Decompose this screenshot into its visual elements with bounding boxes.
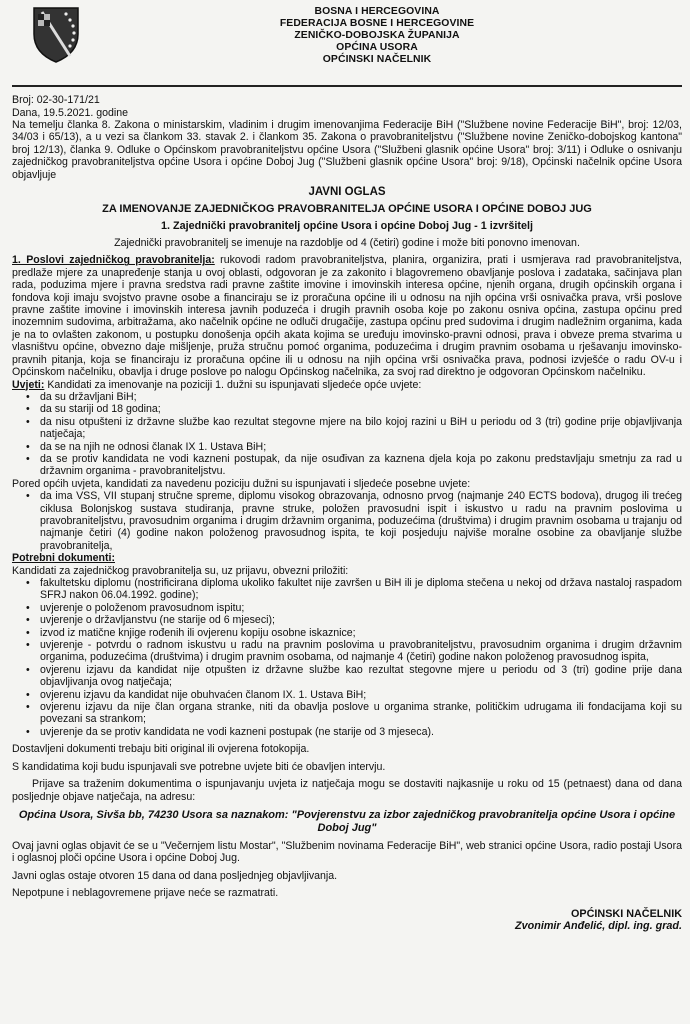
conditions-section [12, 379, 682, 553]
documents-section [12, 552, 682, 738]
documents-label: Potrebni dokumenti: [12, 552, 115, 565]
list-item: • uvjerenje da se protiv kandidata ne vodi kazneni postupak (ne starije od 3 mjeseca). [40, 726, 682, 738]
closing-paragraph: Prijave sa traženim dokumentima o ispunjavanju uvjeta iz natječaja mogu se dostaviti najkasnije u roku od 15 (petnaest) dana od dana posljednje objave natječaja, na adresu: [12, 778, 682, 803]
document-meta [12, 94, 682, 181]
conditions-label: Uvjeti: [12, 378, 45, 391]
list-item: • da su stariji od 18 godina; [40, 403, 682, 415]
header-line: OPĆINA USORA [336, 42, 418, 53]
list-item: • uvjerenje o položenom pravosudnom ispitu; [40, 602, 682, 614]
general-conditions-list [12, 391, 682, 478]
list-item: • ovjerenu izjavu da nije član organa stranke, niti da obavlja poslove u organima stranke, političkim udrugama ili fondacijama koji su povezani sa strankom; [40, 701, 682, 726]
list-item: • da su državljani BiH; [40, 391, 682, 403]
term-paragraph: Zajednički pravobranitelj se imenuje na razdoblje od 4 (četiri) godine i može biti ponovno imenovan. [114, 237, 580, 250]
list-item: • da ima VSS, VII stupanj stručne spreme, diplomu visokog obrazovanja, odnosno prvog (najmanje 240 ECTS bodova), drugog ili trećeg ciklusa Bolonjskog sustava studiranja, pravne struke, položen pravosudni ispit i iskustvo u radu na pravnim poslovima u pravobraniteljstvu, pravosudnim organima i drugim državnim organima, poduzećima (društvima) i drugim pravnim osobama u trajanju od najmanje četiri (4) godine nakon položenog pravosudnog ispita, te koji posjeduju najviše moralne osobine za obavljanje službe pravobranitelja, [40, 490, 682, 552]
closing-paragraph: S kandidatima koji budu ispunjavali sve potrebne uvjete biti će obavljen intervju. [12, 760, 386, 773]
list-item: • da se na njih ne odnosi članak IX 1. Ustava BiH; [40, 441, 682, 453]
list-item: • da nisu otpušteni iz državne službe kao rezultat stegovne mjere na bilo kojoj razini u BiH u periodu od 3 (tri) godine prije objavljivanja natječaja; [40, 416, 682, 441]
special-conditions-list [12, 490, 682, 552]
duties-label: 1. Poslovi zajedničkog pravobranitelja: [12, 254, 215, 267]
list-item: • ovjerenu izjavu da kandidat nije otpušten iz državne službe kao rezultat stegovne mjere u periodu od 3 (tri) godine prije dana objavljivanja ovog natječaja; [40, 664, 682, 689]
duties-paragraph [12, 254, 682, 378]
letterhead-text [72, 6, 682, 66]
closing-paragraph: Nepotpune i neblagovremene prijave neće se razmatrati. [12, 887, 279, 900]
list-item: • uvjerenje - potvrdu o radnom iskustvu u radu na pravnim poslovima u pravobraniteljstvu, pravosudnim organima i drugim državnim organima, poduzećima (društvima) i drugim pravnim osobama, od najmanje 4 (četiri) godine nakon položenog pravosudnog ispita, [40, 639, 682, 664]
list-item: • fakultetsku diplomu (nostrificirana diploma ukoliko fakultet nije završen u BiH ili je diploma stečena u nekoj od država nastaloj raspadom SFRJ nakon 06.04.1992. godine); [40, 577, 682, 602]
signature-title: OPĆINSKI NAČELNIK [571, 907, 682, 920]
closing-paragraph: Dostavljeni dokumenti trebaju biti original ili ovjerena fotokopija. [12, 743, 310, 756]
special-conditions-intro: Pored općih uvjeta, kandidati za navedenu poziciju dužni su ispunjavati i sljedeće posebne uvjete: [12, 477, 471, 490]
notice-subtitle: ZA IMENOVANJE ZAJEDNIČKOG PRAVOBRANITELJA OPĆINE USORA I OPĆINE DOBOJ JUG [102, 203, 592, 216]
header-line: BOSNA I HERCEGOVINA [314, 6, 440, 17]
preamble: Na temelju članka 8. Zakona o ministarskim, vladinim i drugim imenovanjima Federacije BiH ("Službene novine Federacije BiH", broj: 12/03, 34/03 i 65/13), a u vezi sa člankom 33. stavak 2. i člankom 35. Zakona o pravobraniteljstvu ("Službene novine Zeničko-dobojskog kantona" broj 12/13), članka 9. Odluke o Općinskom pravobraniteljstvu općine Usora ("Službeni glasnik općine Usora" broj: 3/11) i Odluke o osnivanju zajedničkog pravobraniteljstva općine Usora i općine Doboj Jug ("Službeni glasnik općine Usora" broj: 9/18), Općinski načelnik općine Usora objavljuje [12, 119, 682, 181]
divider [12, 85, 682, 87]
notice-title: JAVNI OGLAS [308, 186, 386, 199]
documents-list [12, 577, 682, 738]
position-title: 1. Zajednički pravobranitelj općine Usora i općine Doboj Jug - 1 izvršitelj [161, 220, 533, 233]
conditions-intro: Kandidati za imenovanje na poziciji 1. dužni su ispunjavati sljedeće opće uvjete: [44, 378, 422, 391]
header-line: FEDERACIJA BOSNE I HERCEGOVINE [279, 18, 475, 29]
header-line: ZENIČKO-DOBOJSKA ŽUPANIJA [294, 30, 460, 41]
list-item: • ovjerenu izjavu da kandidat nije obuhvaćen članom IX. 1. Ustava BiH; [40, 689, 682, 701]
list-item: • da se protiv kandidata ne vodi kazneni postupak, da nije osuđivan za kaznena djela koja po zakonu predstavljaju smetnju za rad u državnim organima - pravobraniteljstvu. [40, 453, 682, 478]
header-line: OPĆINSKI NAČELNIK [322, 54, 432, 65]
closing-paragraph: Ovaj javni oglas objavit će se u "Večernjem listu Mostar", "Službenim novinama Federacije BiH", web stranici općine Usora, radio postaji Usora i oglasnoj ploči općine Usora i općine Doboj Jug. [12, 839, 682, 865]
signature-block [12, 908, 682, 933]
letterhead [12, 0, 682, 88]
document-date: Dana, 19.5.2021. godine [12, 106, 129, 119]
submission-address: Općina Usora, Sivša bb, 74230 Usora sa naznakom: "Povjerenstvu za izbor zajedničkog pravobranitelja općine Usora i općine Doboj Jug" [18, 808, 676, 834]
list-item: • uvjerenje o državljanstvu (ne starije od 6 mjeseci); [40, 614, 682, 626]
documents-intro: Kandidati za zajedničkog pravobranitelja su, uz prijavu, obvezni priložiti: [12, 564, 349, 577]
duties-text: rukovodi radom pravobraniteljstva, planira, organizira, prati i usmjerava rad pravobraniteljstva, predlaže mjere za unapređenje stanja u ovoj oblasti, odgovoran je za zakonito i blagovremeno obavljanje poslova i zadataka, sačinjava plan rada, poduzima mjere i pravna sredstva radi pravne zaštite imovine i imovinskih interesa općine, njenih organa, drugih općinskih organa i fondova koji imaju svojstvo pravne osobe a financiraju se iz proračuna općine ili u odnosu na njih općina vrši osnivačka prava, vrši poslove pravne zaštite imovine i imovinskih interesa javnih poduzeća i drugih pravnih osoba koje po zakonu osniva općina, zastupa općinu pred inozemnim sudovima, arbitražama, ako načelnik općine ne odluči drugačije, zastupa općinu pred sudovima i drugim nadležnim organima, kada je na to ovlašten zakonom, u postupku donošenja općih akata kojima se uređuju imovinsko-pravni odnosi, prava i obveze prema stvarima u vlasništvu općine, obvezno daje mišljenje, pruža stručnu pomoć organima, poduzećima i drugim pravnim osobama u rješavanju imovinsko-pravnih pitanja, koja se financiraju iz proračuna općine ili u odnosu na njih općina vrši osnivačka prava, podnosi izvješće o radu OV-u i Općinskom načelniku, obavlja i druge poslove po nalogu Općinskog načelnika, za svoj rad direktno je odgovoran Općinskom načelniku. [12, 254, 682, 379]
signature-name: Zvonimir Anđelić, dipl. ing. grad. [515, 920, 682, 933]
list-item: • izvod iz matične knjige rođenih ili ovjerenu kopiju osobne iskaznice; [40, 627, 682, 639]
closing-paragraph: Javni oglas ostaje otvoren 15 dana od dana posljednjeg objavljivanja. [12, 869, 338, 882]
document-number: Broj: 02-30-171/21 [12, 94, 100, 106]
